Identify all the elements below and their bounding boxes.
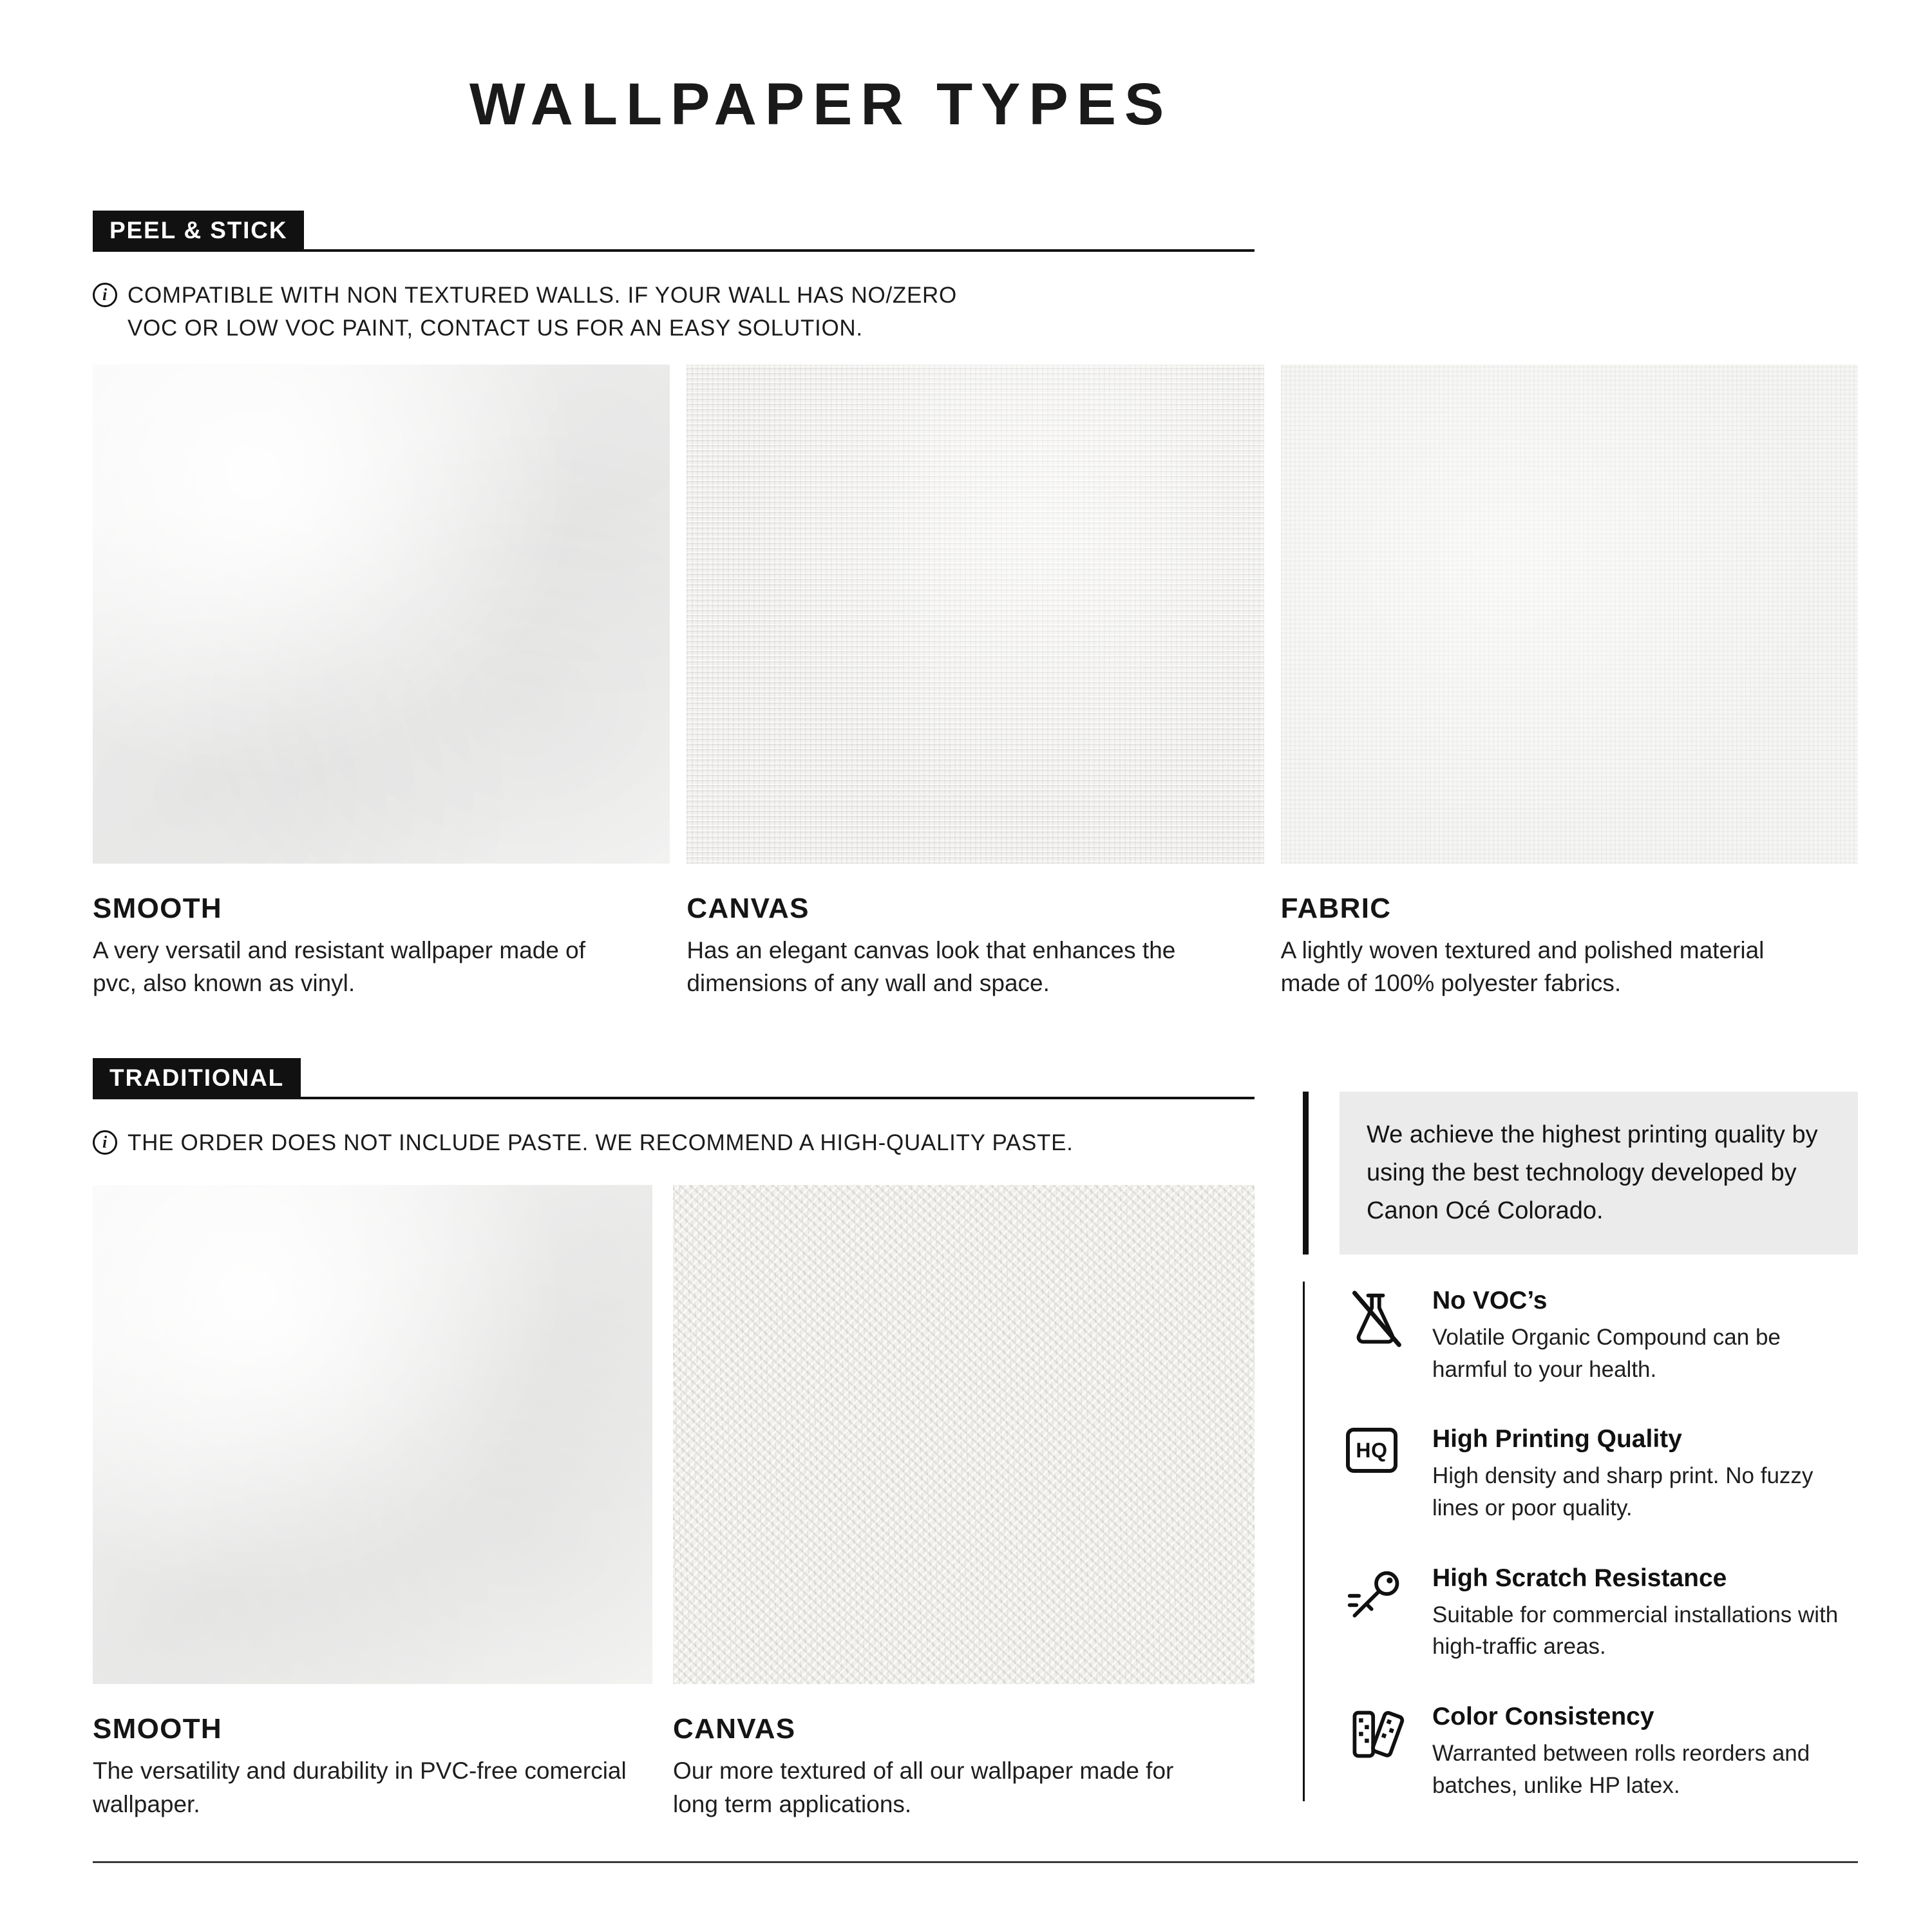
swatch-name: CANVAS — [673, 1713, 796, 1745]
peel-stick-section-header — [93, 211, 1255, 252]
feature-title: High Scratch Resistance — [1432, 1564, 1727, 1592]
traditional-section-header — [93, 1058, 1255, 1099]
traditional-section — [93, 1058, 1255, 1821]
feature-text — [1432, 1703, 1858, 1801]
traditional-label: TRADITIONAL — [93, 1058, 301, 1099]
peel-stick-note-line2: VOC OR LOW VOC PAINT, CONTACT US FOR AN EASY SOLUTION. — [128, 316, 863, 341]
traditional-note-text: THE ORDER DOES NOT INCLUDE PASTE. WE RECOMMEND A HIGH-QUALITY PASTE. — [128, 1130, 1074, 1156]
feature-text — [1432, 1425, 1858, 1524]
peel-stick-note — [93, 279, 1858, 345]
fabric-texture-sample — [1281, 365, 1858, 864]
swatch-column — [1281, 365, 1858, 1001]
peel-stick-note-text — [128, 279, 957, 345]
info-icon: i — [93, 1130, 117, 1155]
color-consistency-icon — [1346, 1703, 1408, 1801]
feature-list-rule — [1303, 1282, 1305, 1802]
swatch-description: The versatility and durability in PVC-free comercial wallpaper. — [93, 1757, 627, 1818]
callout-accent-bar — [1303, 1092, 1309, 1255]
swatch-column — [93, 1185, 652, 1821]
feature-high-printing-quality — [1346, 1425, 1858, 1524]
swatch-name: FABRIC — [1280, 892, 1392, 924]
swatch-description: Has an elegant canvas look that enhances the dimensions of any wall and space. — [687, 936, 1176, 997]
feature-title: High Printing Quality — [1432, 1425, 1682, 1454]
peel-stick-header-line — [304, 249, 1255, 252]
peel-stick-note-line1: COMPATIBLE WITH NON TEXTURED WALLS. IF YOUR WALL HAS NO/ZERO — [128, 283, 957, 308]
no-voc-icon — [1346, 1287, 1408, 1385]
feature-title: No VOC’s — [1432, 1286, 1548, 1314]
swatch-description: Our more textured of all our wallpaper made for long term applications. — [673, 1757, 1174, 1818]
peel-stick-swatch-grid — [93, 365, 1858, 1001]
swatch-column — [93, 365, 670, 1001]
swatch-name: CANVAS — [687, 892, 810, 924]
feature-description: Suitable for commercial installations with high-traffic areas. — [1432, 1602, 1839, 1660]
callout-text: We achieve the highest printing quality by using the best technology developed by Canon Océ Colorado. — [1340, 1092, 1858, 1255]
scratch-resistance-icon — [1346, 1564, 1408, 1663]
feature-text — [1432, 1564, 1858, 1663]
feature-list-block — [1303, 1282, 1858, 1802]
smooth-texture-sample — [93, 1185, 652, 1684]
swatch-description: A lightly woven textured and polished material made of 100% polyester fabrics. — [1280, 936, 1765, 997]
feature-scratch-resistance — [1346, 1564, 1858, 1663]
feature-no-voc — [1346, 1287, 1858, 1385]
hq-icon — [1346, 1425, 1408, 1524]
traditional-and-sidebar-row — [93, 1058, 1858, 1821]
feature-color-consistency — [1346, 1703, 1858, 1801]
peel-stick-label: PEEL & STICK — [93, 211, 304, 252]
smooth-texture-sample — [93, 365, 670, 864]
feature-text — [1432, 1287, 1858, 1385]
swatch-name: SMOOTH — [93, 892, 223, 924]
printing-quality-callout — [1303, 1092, 1858, 1255]
swatch-name: SMOOTH — [93, 1713, 223, 1745]
info-icon: i — [93, 283, 117, 307]
feature-description: Volatile Organic Compound can be harmful to your health. — [1432, 1324, 1781, 1382]
swatch-column — [673, 1185, 1255, 1821]
feature-description: High density and sharp print. No fuzzy lines or poor quality. — [1432, 1463, 1814, 1520]
feature-description: Warranted between rolls reorders and batches, unlike HP latex. — [1432, 1740, 1810, 1798]
traditional-header-line — [301, 1097, 1255, 1099]
bottom-divider — [93, 1861, 1858, 1863]
swatch-description: A very versatil and resistant wallpaper made of pvc, also known as vinyl. — [93, 936, 586, 997]
feature-title: Color Consistency — [1432, 1702, 1654, 1730]
swatch-column — [687, 365, 1264, 1001]
canvas-texture-sample — [687, 365, 1264, 864]
hq-icon-text: HQ — [1346, 1428, 1397, 1473]
feature-list — [1346, 1282, 1858, 1802]
quality-sidebar — [1303, 1058, 1858, 1821]
page-title: WALLPAPER TYPES — [469, 71, 1173, 137]
traditional-swatch-grid — [93, 1185, 1255, 1821]
traditional-note — [93, 1126, 1255, 1159]
canvas-texture-sample — [673, 1185, 1255, 1684]
